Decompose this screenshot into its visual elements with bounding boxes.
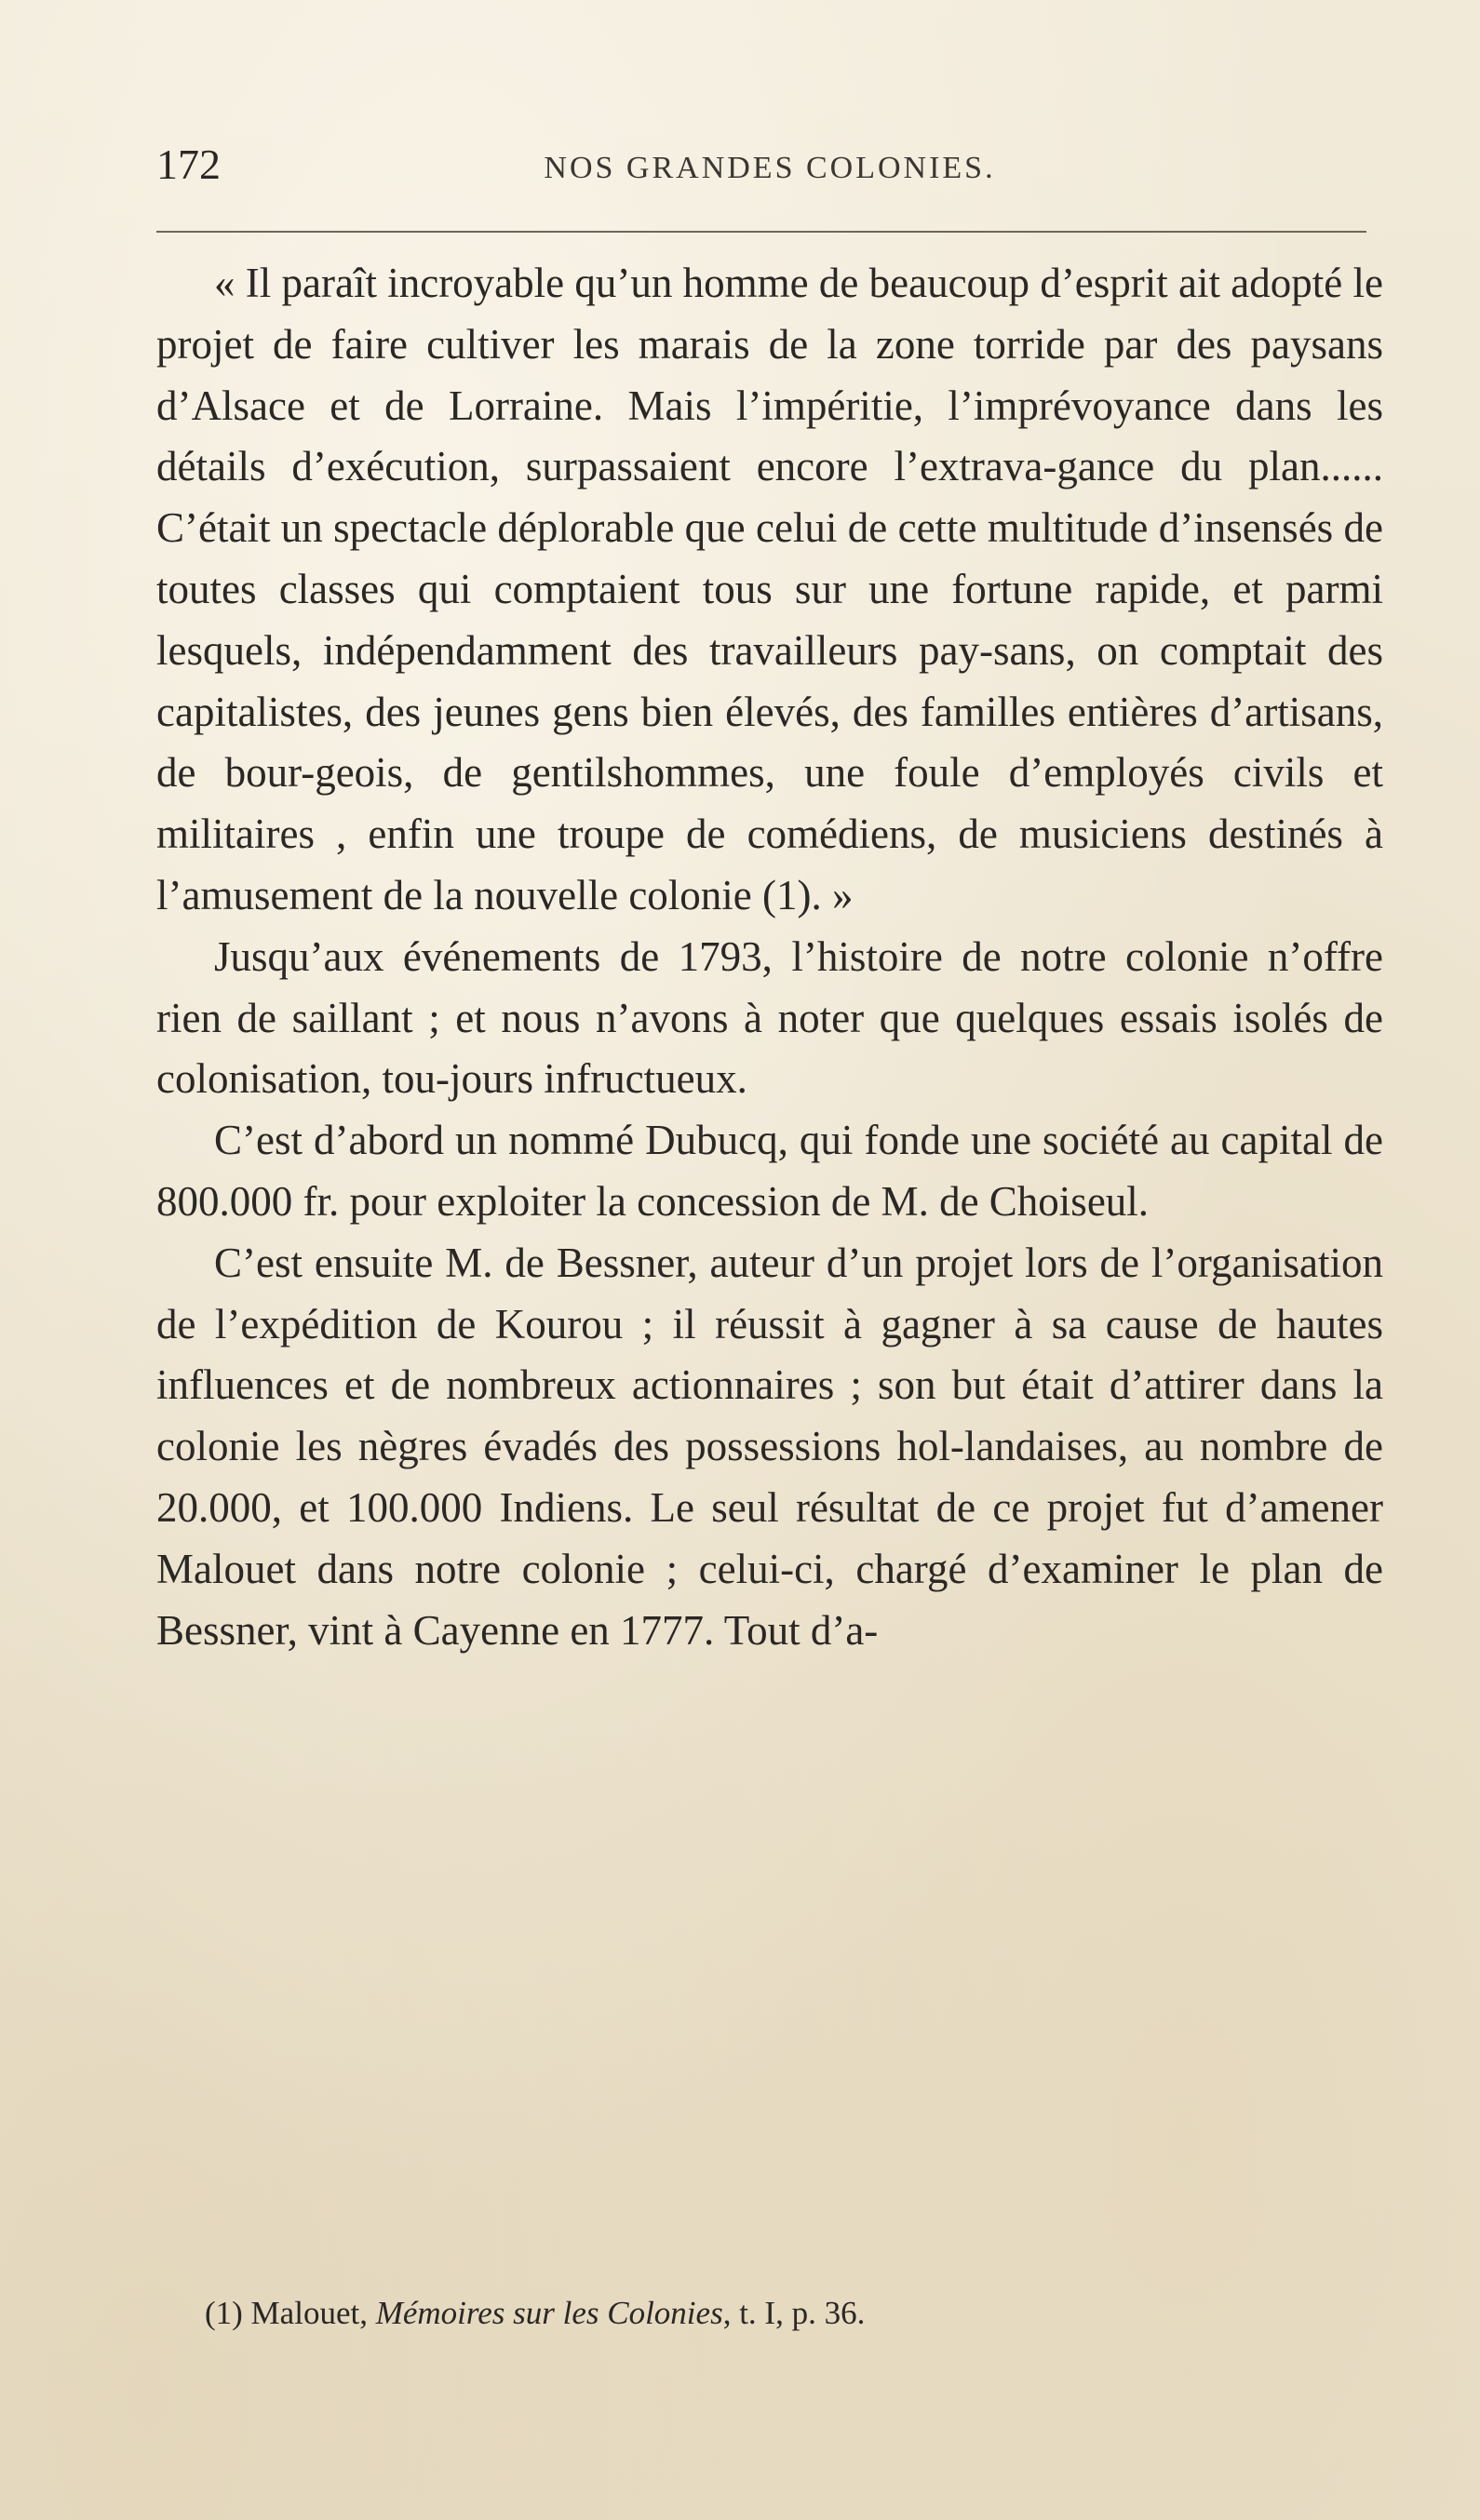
page-header: [156, 140, 1383, 205]
paragraph-quote: « Il paraît incroyable qu’un homme de beaucoup d’esprit ait adopté le projet de faire cultiver les marais de la zone torride par des paysans d’Alsace et de Lorraine. Mais l’impéritie, l’imprévoyance dans les détails d’exécution, surpassaient encore l’extrava-gance du plan...... C’était un spectacle déplorable que celui de cette multitude d’insensés de toutes classes qui comptaient tous sur une fortune rapide, et parmi lesquels, indépendamment des travailleurs pay-sans, on comptait des capitalistes, des jeunes gens bien élevés, des familles entières d’artisans, de bour-geois, de gentilshommes, une foule d’employés civils et militaires , enfin une troupe de comédiens, de musiciens destinés à l’amusement de la nouvelle colonie (1). »: [156, 260, 1383, 918]
footnote-title: Mémoires sur les Colonies: [375, 2295, 723, 2331]
header-rule: [156, 231, 1366, 233]
footnote-suffix: , t. I, p. 36.: [722, 2295, 866, 2331]
footnote-prefix: (1) Malouet,: [205, 2295, 376, 2331]
paragraph-dubucq: C’est d’abord un nommé Dubucq, qui fonde une société au capital de 800.000 fr. pour exploiter la concession de M. de Choiseul.: [156, 1117, 1383, 1225]
paragraph-events-1793: Jusqu’aux événements de 1793, l’histoire de notre colonie n’offre rien de saillant ; et nous n’avons à noter que quelques essais isolés de colonisation, tou-jours infructueux.: [156, 932, 1383, 1103]
body-text: [156, 253, 1383, 1661]
page-number: 172: [156, 141, 221, 188]
paragraph-bessner: C’est ensuite M. de Bessner, auteur d’un projet lors de l’organisation de l’expédition de Kourou ; il réussit à gagner à sa cause de hautes influences et de nombreux actionnaires ; son but était d’attirer dans la colonie les nègres évadés des possessions hol-landaises, au nombre de 20.000, et 100.000 Indiens. Le seul résultat de ce projet fut d’amener Malouet dans notre colonie ; celui-ci, chargé d’examiner le plan de Bessner, vint à Cayenne en 1777. Tout d’a-: [156, 1239, 1383, 1654]
footnote: [156, 2291, 1383, 2336]
running-title: NOS GRANDES COLONIES.: [544, 151, 996, 185]
